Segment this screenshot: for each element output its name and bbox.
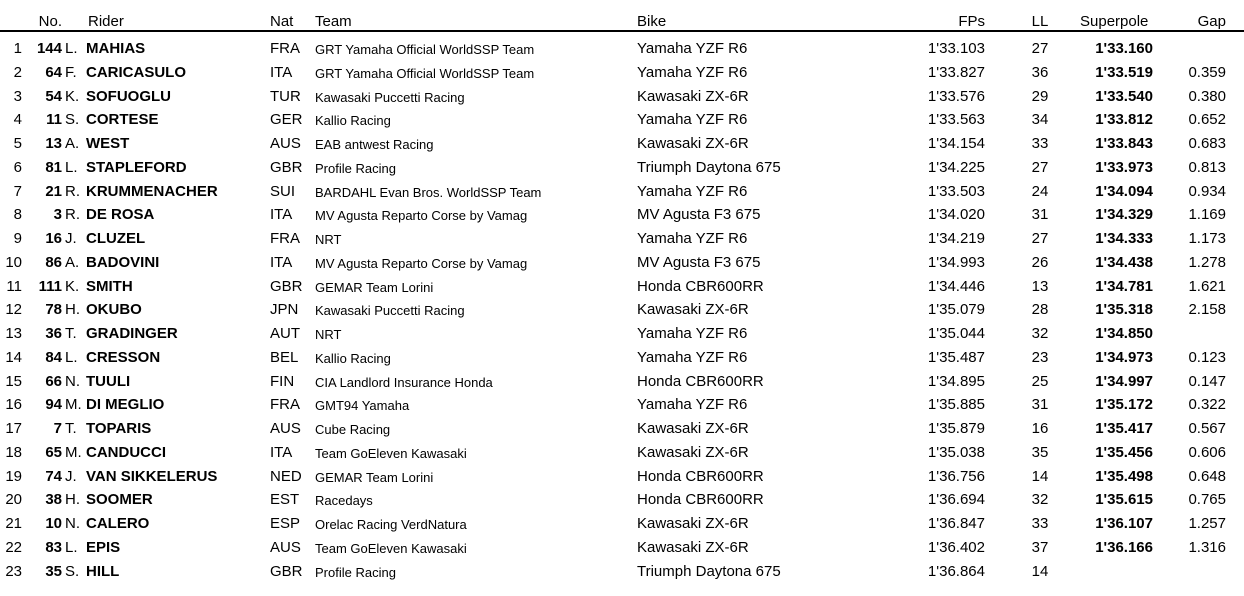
position-cell: 5 <box>13 135 22 152</box>
position-cell: 9 <box>13 230 22 247</box>
laps-cell: 24 <box>1031 182 1049 200</box>
nationality-cell: ITA <box>270 63 293 81</box>
rider-number-cell: 3 <box>53 206 62 224</box>
laps-cell: 35 <box>1031 443 1049 461</box>
position-cell: 20 <box>5 491 22 509</box>
rider-number-cell: 64 <box>45 63 62 81</box>
rider-initial-cell: F. <box>65 63 77 81</box>
table-row <box>0 536 1244 560</box>
gap-cell: 0.322 <box>1188 396 1226 414</box>
rider-name-cell: CLUZEL <box>86 230 146 247</box>
rider-initial-cell: S. <box>65 562 80 580</box>
nationality-cell: NED <box>270 467 302 485</box>
superpole-time-cell: 1'34.438 <box>1095 253 1153 271</box>
rider-name-cell: GRADINGER <box>86 325 178 342</box>
position-cell: 4 <box>13 111 22 129</box>
rider-initial-cell: K. <box>65 277 80 295</box>
laps-cell: 37 <box>1031 538 1049 556</box>
nationality-cell: TUR <box>270 87 301 105</box>
rider-name-cell: VAN SIKKELERUS <box>86 467 218 485</box>
superpole-time-cell: 1'36.166 <box>1095 538 1153 556</box>
fps-time-cell: 1'33.827 <box>927 63 985 81</box>
laps-cell: 23 <box>1031 348 1049 366</box>
rider-initial-cell: T. <box>65 420 77 437</box>
bike-cell: Triumph Daytona 675 <box>637 158 781 176</box>
superpole-time-cell: 1'33.160 <box>1095 40 1153 57</box>
laps-cell: 27 <box>1031 230 1049 247</box>
rider-name-cell: MAHIAS <box>86 40 146 57</box>
table-row <box>0 346 1244 370</box>
rider-name-cell: CANDUCCI <box>86 443 166 461</box>
laps-cell: 14 <box>1031 562 1049 580</box>
rider-initial-cell: M. <box>65 396 82 414</box>
nationality-cell: FRA <box>270 40 300 57</box>
position-cell: 22 <box>5 538 22 556</box>
position-cell: 17 <box>5 420 22 437</box>
team-cell: Kallio Racing <box>315 350 391 366</box>
rider-number-cell: 21 <box>45 182 62 200</box>
superpole-time-cell: 1'34.329 <box>1095 206 1153 224</box>
rider-number-cell: 35 <box>45 562 62 580</box>
rider-initial-cell: L. <box>65 158 78 176</box>
nationality-cell: FIN <box>270 372 295 390</box>
bike-cell: Kawasaki ZX-6R <box>637 87 749 105</box>
fps-time-cell: 1'35.079 <box>927 301 985 319</box>
team-cell: Profile Racing <box>315 564 396 580</box>
rider-name-cell: WEST <box>86 135 130 152</box>
rider-initial-cell: M. <box>65 443 82 461</box>
table-row <box>0 156 1244 180</box>
position-cell: 13 <box>5 325 22 342</box>
laps-cell: 33 <box>1031 515 1049 532</box>
table-row <box>0 180 1244 204</box>
rider-name-cell: TUULI <box>86 372 131 390</box>
rider-number-cell: 81 <box>45 158 62 176</box>
bike-cell: Yamaha YZF R6 <box>637 182 748 200</box>
rider-initial-cell: J. <box>65 230 77 247</box>
fps-time-cell: 1'33.503 <box>927 182 985 200</box>
superpole-time-cell: 1'36.107 <box>1095 515 1153 532</box>
position-cell: 18 <box>5 443 22 461</box>
header-rider: Rider <box>88 13 124 30</box>
nationality-cell: GBR <box>270 562 303 580</box>
fps-time-cell: 1'35.885 <box>927 396 985 414</box>
table-row <box>0 85 1244 109</box>
superpole-time-cell: 1'33.843 <box>1095 135 1153 152</box>
rider-number-cell: 13 <box>45 135 62 152</box>
gap-cell: 0.934 <box>1188 182 1226 200</box>
bike-cell: Yamaha YZF R6 <box>637 325 748 342</box>
team-cell: Team GoEleven Kawasaki <box>315 540 467 556</box>
team-cell: EAB antwest Racing <box>315 137 434 152</box>
rider-number-cell: 78 <box>45 301 62 319</box>
position-cell: 16 <box>5 396 22 414</box>
nationality-cell: FRA <box>270 230 300 247</box>
rider-initial-cell: H. <box>65 301 80 319</box>
rider-name-cell: DI MEGLIO <box>86 396 165 414</box>
superpole-time-cell: 1'33.519 <box>1095 63 1153 81</box>
superpole-time-cell: 1'34.094 <box>1095 182 1153 200</box>
bike-cell: Honda CBR600RR <box>637 491 764 509</box>
superpole-time-cell: 1'33.812 <box>1095 111 1153 129</box>
laps-cell: 28 <box>1031 301 1049 319</box>
gap-cell: 0.359 <box>1188 63 1226 81</box>
nationality-cell: JPN <box>270 301 299 319</box>
team-cell: CIA Landlord Insurance Honda <box>315 374 493 390</box>
gap-cell: 1.173 <box>1188 230 1226 247</box>
table-row <box>0 322 1244 346</box>
superpole-time-cell: 1'35.498 <box>1095 467 1153 485</box>
rider-initial-cell: J. <box>65 467 77 485</box>
fps-time-cell: 1'34.446 <box>927 277 985 295</box>
laps-cell: 16 <box>1031 420 1049 437</box>
nationality-cell: AUS <box>270 538 301 556</box>
bike-cell: Kawasaki ZX-6R <box>637 135 749 152</box>
table-row <box>0 512 1244 536</box>
rider-name-cell: CALERO <box>86 515 150 532</box>
position-cell: 8 <box>13 206 22 224</box>
bike-cell: MV Agusta F3 675 <box>637 206 761 224</box>
bike-cell: Yamaha YZF R6 <box>637 63 748 81</box>
laps-cell: 27 <box>1031 158 1049 176</box>
bike-cell: Honda CBR600RR <box>637 467 764 485</box>
gap-cell: 0.123 <box>1188 348 1226 366</box>
table-header <box>0 12 1244 32</box>
gap-cell: 0.813 <box>1188 158 1226 176</box>
team-cell: Profile Racing <box>315 160 396 176</box>
laps-cell: 26 <box>1031 253 1049 271</box>
table-row <box>0 298 1244 322</box>
rider-initial-cell: L. <box>65 538 78 556</box>
team-cell: GRT Yamaha Official WorldSSP Team <box>315 65 535 81</box>
gap-cell: 0.652 <box>1188 111 1226 129</box>
table-row <box>0 108 1244 132</box>
rider-number-cell: 11 <box>46 111 62 129</box>
position-cell: 3 <box>13 87 22 105</box>
bike-cell: Yamaha YZF R6 <box>637 111 748 129</box>
team-cell: BARDAHL Evan Bros. WorldSSP Team <box>315 184 542 200</box>
position-cell: 21 <box>5 515 22 532</box>
rider-number-cell: 38 <box>45 491 62 509</box>
position-cell: 11 <box>6 277 22 295</box>
fps-time-cell: 1'36.694 <box>927 491 985 509</box>
laps-cell: 31 <box>1031 206 1049 224</box>
fps-time-cell: 1'33.576 <box>927 87 985 105</box>
table-row <box>0 488 1244 512</box>
fps-time-cell: 1'34.225 <box>927 158 985 176</box>
rider-name-cell: OKUBO <box>86 301 142 319</box>
rider-number-cell: 7 <box>53 420 62 437</box>
fps-time-cell: 1'36.847 <box>927 515 985 532</box>
rider-name-cell: TOPARIS <box>86 420 152 437</box>
rider-initial-cell: K. <box>65 87 80 105</box>
superpole-time-cell: 1'35.615 <box>1095 491 1153 509</box>
rider-number-cell: 54 <box>45 87 62 105</box>
rider-number-cell: 84 <box>45 348 62 366</box>
position-cell: 2 <box>13 63 22 81</box>
gap-cell: 1.257 <box>1188 515 1226 532</box>
superpole-time-cell: 1'34.973 <box>1095 348 1153 366</box>
fps-time-cell: 1'35.487 <box>927 348 985 366</box>
rider-number-cell: 74 <box>45 467 62 485</box>
rider-initial-cell: H. <box>65 491 80 509</box>
header-no: No. <box>38 13 62 30</box>
nationality-cell: BEL <box>270 348 299 366</box>
team-cell: MV Agusta Reparto Corse by Vamag <box>315 255 528 271</box>
gap-cell: 1.316 <box>1188 538 1226 556</box>
bike-cell: Yamaha YZF R6 <box>637 40 748 57</box>
laps-cell: 13 <box>1031 277 1049 295</box>
gap-cell: 0.683 <box>1188 135 1226 152</box>
superpole-time-cell: 1'35.456 <box>1095 443 1153 461</box>
bike-cell: Yamaha YZF R6 <box>637 348 748 366</box>
rider-number-cell: 111 <box>38 277 62 295</box>
rider-number-cell: 65 <box>45 443 62 461</box>
fps-time-cell: 1'36.756 <box>927 467 985 485</box>
bike-cell: Triumph Daytona 675 <box>637 562 781 580</box>
bike-cell: Kawasaki ZX-6R <box>637 420 749 437</box>
table-row <box>0 37 1244 61</box>
gap-cell: 2.158 <box>1188 301 1226 319</box>
rider-name-cell: BADOVINI <box>86 253 160 271</box>
fps-time-cell: 1'34.895 <box>927 372 985 390</box>
rider-name-cell: EPIS <box>86 538 121 556</box>
nationality-cell: GBR <box>270 158 303 176</box>
bike-cell: Honda CBR600RR <box>637 277 764 295</box>
position-cell: 14 <box>5 348 22 366</box>
table-row <box>0 417 1244 441</box>
fps-time-cell: 1'33.563 <box>927 111 985 129</box>
rider-initial-cell: S. <box>65 111 80 129</box>
laps-cell: 29 <box>1031 87 1049 105</box>
table-row <box>0 370 1244 394</box>
rider-number-cell: 16 <box>45 230 62 247</box>
gap-cell: 1.278 <box>1188 253 1226 271</box>
gap-cell: 0.765 <box>1188 491 1226 509</box>
gap-cell: 0.380 <box>1188 87 1226 105</box>
superpole-time-cell: 1'35.318 <box>1095 301 1153 319</box>
rider-name-cell: KRUMMENACHER <box>86 182 218 200</box>
rider-number-cell: 10 <box>45 515 62 532</box>
team-cell: Racedays <box>315 493 373 509</box>
position-cell: 19 <box>5 467 22 485</box>
rider-name-cell: HILL <box>86 562 120 580</box>
nationality-cell: ITA <box>270 253 293 271</box>
nationality-cell: AUT <box>270 325 300 342</box>
team-cell: Orelac Racing VerdNatura <box>315 517 467 532</box>
nationality-cell: ESP <box>270 515 301 532</box>
team-cell: GRT Yamaha Official WorldSSP Team <box>315 42 535 57</box>
bike-cell: Yamaha YZF R6 <box>637 230 748 247</box>
fps-time-cell: 1'34.993 <box>927 253 985 271</box>
team-cell: GEMAR Team Lorini <box>315 469 434 485</box>
header-superpole: Superpole <box>1080 13 1149 30</box>
table-row <box>0 441 1244 465</box>
bike-cell: Yamaha YZF R6 <box>637 396 748 414</box>
rider-initial-cell: R. <box>65 206 80 224</box>
team-cell: NRT <box>315 327 342 342</box>
rider-number-cell: 144 <box>36 40 62 57</box>
fps-time-cell: 1'35.044 <box>927 325 985 342</box>
table-row <box>0 203 1244 227</box>
fps-time-cell: 1'35.038 <box>927 443 985 461</box>
position-cell: 12 <box>5 301 22 319</box>
rider-initial-cell: L. <box>65 348 78 366</box>
rider-name-cell: DE ROSA <box>86 206 155 224</box>
rider-initial-cell: R. <box>65 182 80 200</box>
nationality-cell: SUI <box>270 182 296 200</box>
bike-cell: Kawasaki ZX-6R <box>637 515 749 532</box>
rider-initial-cell: A. <box>65 253 80 271</box>
superpole-time-cell: 1'33.973 <box>1095 158 1153 176</box>
superpole-time-cell: 1'34.781 <box>1095 277 1153 295</box>
rider-initial-cell: L. <box>65 40 78 57</box>
superpole-time-cell: 1'34.850 <box>1095 325 1153 342</box>
nationality-cell: EST <box>270 491 300 509</box>
rider-number-cell: 66 <box>45 372 62 390</box>
team-cell: MV Agusta Reparto Corse by Vamag <box>315 208 528 224</box>
fps-time-cell: 1'34.219 <box>927 230 985 247</box>
laps-cell: 34 <box>1031 111 1049 129</box>
gap-cell: 0.147 <box>1188 372 1226 390</box>
bike-cell: MV Agusta F3 675 <box>637 253 761 271</box>
gap-cell: 0.648 <box>1188 467 1226 485</box>
position-cell: 23 <box>5 562 22 580</box>
rider-initial-cell: A. <box>65 135 80 152</box>
table-row <box>0 393 1244 417</box>
laps-cell: 25 <box>1031 372 1049 390</box>
table-row <box>0 275 1244 299</box>
header-fps: FPs <box>958 13 985 30</box>
rider-number-cell: 83 <box>45 538 62 556</box>
superpole-time-cell: 1'35.417 <box>1095 420 1153 437</box>
rider-name-cell: CRESSON <box>86 348 161 366</box>
nationality-cell: GBR <box>270 277 303 295</box>
header-team: Team <box>315 13 352 30</box>
fps-time-cell: 1'33.103 <box>927 40 985 57</box>
nationality-cell: ITA <box>270 206 293 224</box>
superpole-time-cell: 1'34.997 <box>1095 372 1153 390</box>
bike-cell: Honda CBR600RR <box>637 372 764 390</box>
position-cell: 7 <box>13 182 22 200</box>
nationality-cell: ITA <box>270 443 293 461</box>
position-cell: 10 <box>5 253 22 271</box>
team-cell: Kawasaki Puccetti Racing <box>315 303 465 319</box>
superpole-time-cell: 1'33.540 <box>1095 87 1153 105</box>
laps-cell: 36 <box>1031 63 1049 81</box>
rider-initial-cell: T. <box>65 325 77 342</box>
rider-number-cell: 86 <box>45 253 62 271</box>
table-row <box>0 61 1244 85</box>
position-cell: 6 <box>13 158 22 176</box>
gap-cell: 0.606 <box>1188 443 1226 461</box>
rider-name-cell: CORTESE <box>86 111 159 129</box>
header-ll: LL <box>1031 13 1049 30</box>
bike-cell: Kawasaki ZX-6R <box>637 538 749 556</box>
header-gap: Gap <box>1197 13 1226 30</box>
table-row <box>0 465 1244 489</box>
fps-time-cell: 1'36.402 <box>927 538 985 556</box>
nationality-cell: GER <box>270 111 303 129</box>
team-cell: Team GoEleven Kawasaki <box>315 445 467 461</box>
team-cell: NRT <box>315 232 342 247</box>
rider-name-cell: SOOMER <box>86 491 153 509</box>
laps-cell: 32 <box>1031 491 1049 509</box>
table-row <box>0 560 1244 584</box>
team-cell: Kallio Racing <box>315 113 391 129</box>
gap-cell: 1.621 <box>1188 277 1226 295</box>
team-cell: Cube Racing <box>315 422 391 437</box>
laps-cell: 14 <box>1031 467 1049 485</box>
fps-time-cell: 1'34.020 <box>927 206 985 224</box>
position-cell: 1 <box>13 40 22 57</box>
laps-cell: 27 <box>1031 40 1049 57</box>
table-row <box>0 251 1244 275</box>
header-bike: Bike <box>637 13 667 30</box>
bike-cell: Kawasaki ZX-6R <box>637 443 749 461</box>
table-row <box>0 227 1244 251</box>
fps-time-cell: 1'35.879 <box>927 420 985 437</box>
rider-name-cell: SMITH <box>86 277 133 295</box>
superpole-time-cell: 1'34.333 <box>1095 230 1153 247</box>
team-cell: Kawasaki Puccetti Racing <box>315 89 465 105</box>
gap-cell: 1.169 <box>1188 206 1226 224</box>
laps-cell: 33 <box>1031 135 1049 152</box>
nationality-cell: AUS <box>270 420 301 437</box>
table-row <box>0 132 1244 156</box>
nationality-cell: FRA <box>270 396 300 414</box>
rider-number-cell: 36 <box>45 325 62 342</box>
team-cell: GMT94 Yamaha <box>315 398 410 414</box>
rider-name-cell: CARICASULO <box>86 63 186 81</box>
laps-cell: 32 <box>1031 325 1049 342</box>
rider-name-cell: SOFUOGLU <box>86 87 171 105</box>
rider-name-cell: STAPLEFORD <box>86 158 187 176</box>
fps-time-cell: 1'34.154 <box>927 135 985 152</box>
rider-number-cell: 94 <box>45 396 62 414</box>
laps-cell: 31 <box>1031 396 1049 414</box>
team-cell: GEMAR Team Lorini <box>315 279 434 295</box>
position-cell: 15 <box>5 372 22 390</box>
nationality-cell: AUS <box>270 135 301 152</box>
bike-cell: Kawasaki ZX-6R <box>637 301 749 319</box>
superpole-time-cell: 1'35.172 <box>1095 396 1153 414</box>
rider-initial-cell: N. <box>65 372 80 390</box>
gap-cell: 0.567 <box>1188 420 1226 437</box>
rider-initial-cell: N. <box>65 515 80 532</box>
fps-time-cell: 1'36.864 <box>927 562 985 580</box>
header-nat: Nat <box>270 13 294 30</box>
